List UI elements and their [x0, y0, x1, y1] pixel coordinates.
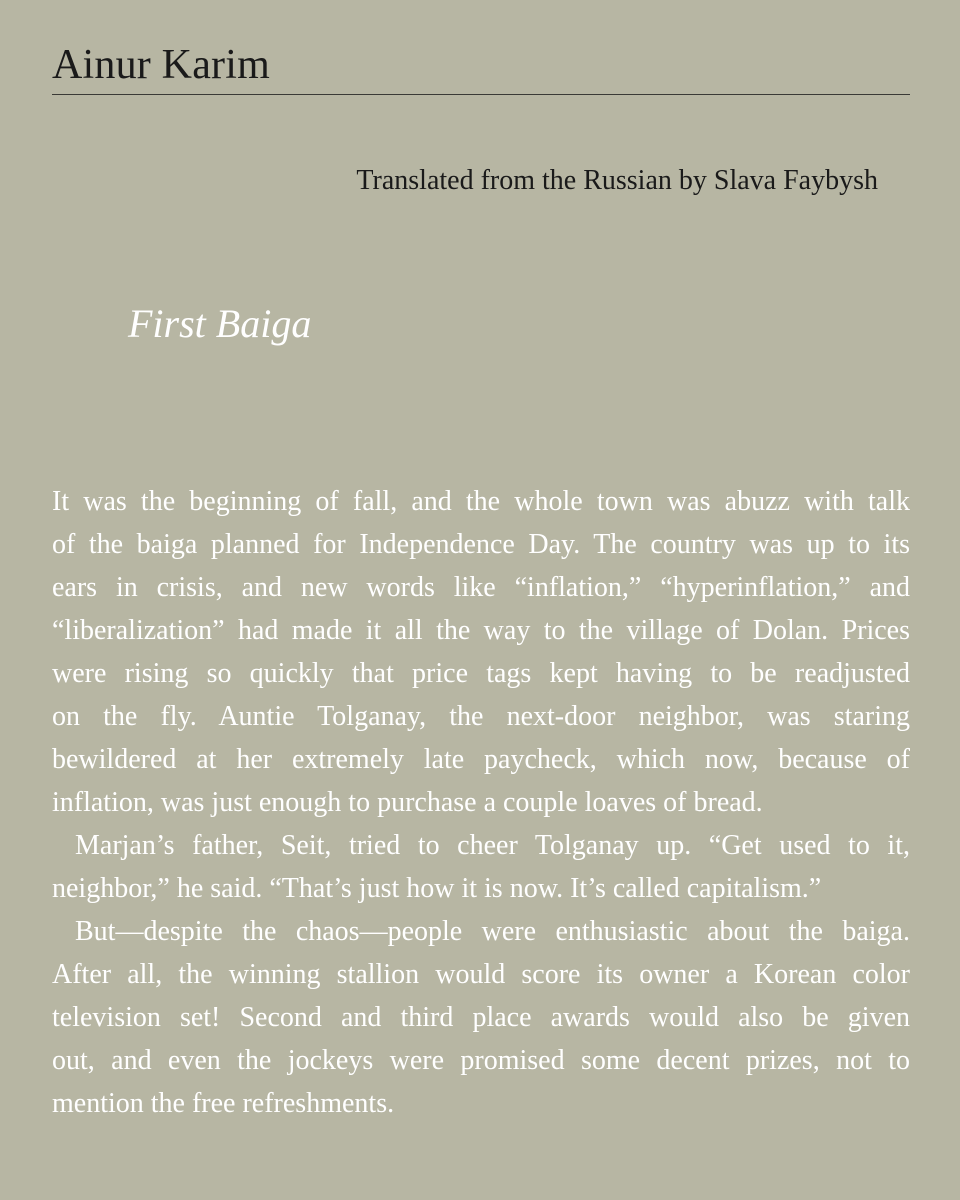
- body-line: television set! Second and third place awards would also be given: [52, 1002, 910, 1033]
- body-line: But—despite the chaos—people were enthusiastic about the baiga.: [75, 916, 910, 947]
- body-line: “liberalization” had made it all the way to the village of Dolan. Prices: [52, 615, 910, 646]
- body-line: Marjan’s father, Seit, tried to cheer Tolganay up. “Get used to it,: [75, 830, 910, 861]
- body-line: on the fly. Auntie Tolganay, the next-door neighbor, was staring: [52, 701, 910, 732]
- body-line: inflation, was just enough to purchase a couple loaves of bread.: [52, 787, 763, 818]
- translator-credit: Translated from the Russian by Slava Faybysh: [356, 165, 878, 196]
- body-line: of the baiga planned for Independence Day. The country was up to its: [52, 529, 910, 560]
- body-line: neighbor,” he said. “That’s just how it is now. It’s called capitalism.”: [52, 873, 822, 904]
- body-line: out, and even the jockeys were promised some decent prizes, not to: [52, 1045, 910, 1076]
- body-line: bewildered at her extremely late paycheck, which now, because of: [52, 744, 910, 775]
- header-rule: [52, 94, 910, 95]
- body-line: were rising so quickly that price tags kept having to be readjusted: [52, 658, 910, 689]
- body-line: After all, the winning stallion would score its owner a Korean color: [52, 959, 910, 990]
- story-title: First Baiga: [128, 301, 312, 346]
- author-name: Ainur Karim: [52, 42, 270, 88]
- body-line: It was the beginning of fall, and the whole town was abuzz with talk: [52, 486, 910, 517]
- body-line: ears in crisis, and new words like “inflation,” “hyperinflation,” and: [52, 572, 910, 603]
- body-line: mention the free refreshments.: [52, 1088, 395, 1119]
- story-body: [52, 484, 910, 1129]
